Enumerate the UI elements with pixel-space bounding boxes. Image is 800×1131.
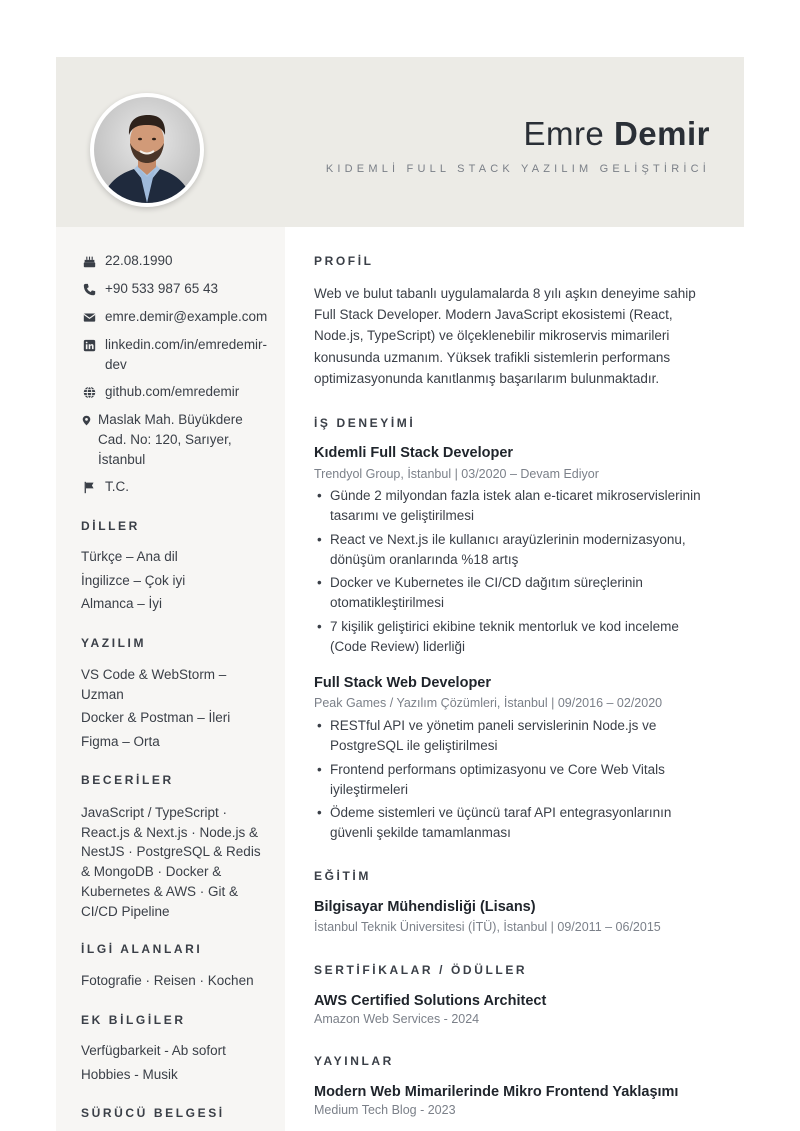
profile-photo [90,93,204,207]
skills-text: JavaScript / TypeScript · React.js & Next.js · Node.js & NestJS · PostgreSQL & Redis & MongoDB · Docker & Kubernetes & AWS · Git & CI/CD Pipeline [81,805,261,919]
phone-icon [81,279,97,299]
profile-photo-image [94,97,200,203]
resume-header [56,57,744,227]
list-item: İngilizce – Çok iyi [81,572,186,588]
contact-text: github.com/emredemir [105,384,240,399]
job-title: KIDEMLİ FULL STACK YAZILIM GELİŞTİRİCİ [325,163,710,175]
experience-title: İŞ DENEYİMİ [314,416,416,430]
job-2-meta: Peak Games / Yazılım Çözümleri, İstanbul | 09/2016 – 02/2020 [314,696,663,710]
drivers-license-title: SÜRÜCÜ BELGESİ [81,1106,225,1120]
list-item: VS Code & WebStorm – Uzman [81,667,227,702]
bullet-item: • Günde 2 milyondan fazla istek alan e-ticaret mikroservislerinin tasarımı ve geliştirilmesi [314,486,714,526]
bullet-item: • Docker ve Kubernetes ile CI/CD dağıtım süreçlerinin otomatikleştirilmesi [314,573,714,613]
envelope-icon [81,307,97,327]
languages-list [81,547,276,618]
publication-meta: Medium Tech Blog - 2023 [314,1103,456,1117]
list-item: Almanca – İyi [81,596,163,611]
interests-text: Fotografie · Reisen · Kochen [81,973,254,988]
contact-text: +90 533 987 65 43 [105,281,218,296]
contact-text: Maslak Mah. Büyükdere Cad. No: 120, Sarıyer, İstanbul [98,412,243,467]
job-1-meta: Trendyol Group, İstanbul | 03/2020 – Devam Ediyor [314,467,599,481]
certificates-title: SERTİFİKALAR / ÖDÜLLER [314,963,528,977]
software-list [81,665,241,755]
extra-info-list [81,1041,276,1088]
contact-email[interactable] [81,307,276,327]
list-item: Türkçe – Ana dil [81,549,178,564]
list-item: Hobbies - Musik [81,1066,178,1082]
list-item: Figma – Orta [81,733,160,749]
extra-info-title: EK BİLGİLER [81,1013,186,1027]
contact-text: emre.demir@example.com [105,309,268,324]
contact-website[interactable] [81,382,276,402]
languages-title: DİLLER [81,519,140,533]
job-1-bullets [314,486,714,660]
list-item: Verfügbarkeit - Ab sofort [81,1043,226,1058]
contact-nationality [81,477,276,497]
contact-text: 22.08.1990 [105,253,173,268]
publication-name: Modern Web Mimarilerinde Mikro Frontend Yaklaşımı [314,1084,679,1100]
certificate-name: AWS Certified Solutions Architect [314,993,547,1009]
map-pin-icon [81,410,92,430]
job-2-title: Full Stack Web Developer [314,675,492,691]
interests-title: İLGİ ALANLARI [81,942,203,956]
bullet-item: • RESTful API ve yönetim paneli servislerinin Node.js ve PostgreSQL ile geliştirilmesi [314,716,714,756]
degree-title: Bilgisayar Mühendisliği (Lisans) [314,899,536,915]
cake-icon [81,251,97,271]
contact-address [81,410,276,470]
certificate-meta: Amazon Web Services - 2024 [314,1012,480,1026]
flag-icon [81,477,97,497]
globe-icon [81,382,97,402]
education-title: EĞİTİM [314,869,371,883]
bullet-item: • React ve Next.js ile kullanıcı arayüzlerinin modernizasyonu, dönüşüm oranlarında %18 artış [314,530,714,570]
education-meta: İstanbul Teknik Üniversitesi (İTÜ), İstanbul | 09/2011 – 06/2015 [314,920,661,934]
list-item: Docker & Postman – İleri [81,710,231,725]
contact-phone [81,279,276,299]
skills-title: BECERİLER [81,773,174,787]
contact-text: linkedin.com/in/emredemir-dev [105,337,268,372]
bullet-item: • Ödeme sistemleri ve üçüncü taraf API entegrasyonlarının güvenli şekilde tamamlanması [314,803,714,843]
publications-title: YAYINLAR [314,1054,394,1068]
software-title: YAZILIM [81,636,147,650]
candidate-name [523,115,710,153]
contact-linkedin[interactable] [81,335,276,375]
profile-title: PROFİL [314,254,374,268]
contact-birthdate [81,251,276,271]
job-1-title: Kıdemli Full Stack Developer [314,445,514,461]
bullet-item: • Frontend performans optimizasyonu ve Core Web Vitals iyileştirmeleri [314,760,714,800]
first-name: Emre [523,115,605,152]
last-name: Demir [613,115,710,152]
bullet-item: • 7 kişilik geliştirici ekibine teknik mentorluk ve kod inceleme (Code Review) liderliği [314,617,714,657]
linkedin-icon [81,335,97,355]
job-2-bullets [314,716,714,847]
contact-text: T.C. [105,479,130,494]
sidebar [56,227,285,1131]
profile-text: Web ve bulut tabanlı uygulamalarda 8 yılı aşkın deneyime sahip Full Stack Developer. Modern JavaScript ekosistemi (React, Node.js, TypeScript) ve ölçeklenebilir mikroservis mimarileri konusunda uzmanım. Yüksek trafikli sistemlerin performans optimizasyonunda kanıtlanmış başarılarım bulunmaktadır. [314,286,696,386]
